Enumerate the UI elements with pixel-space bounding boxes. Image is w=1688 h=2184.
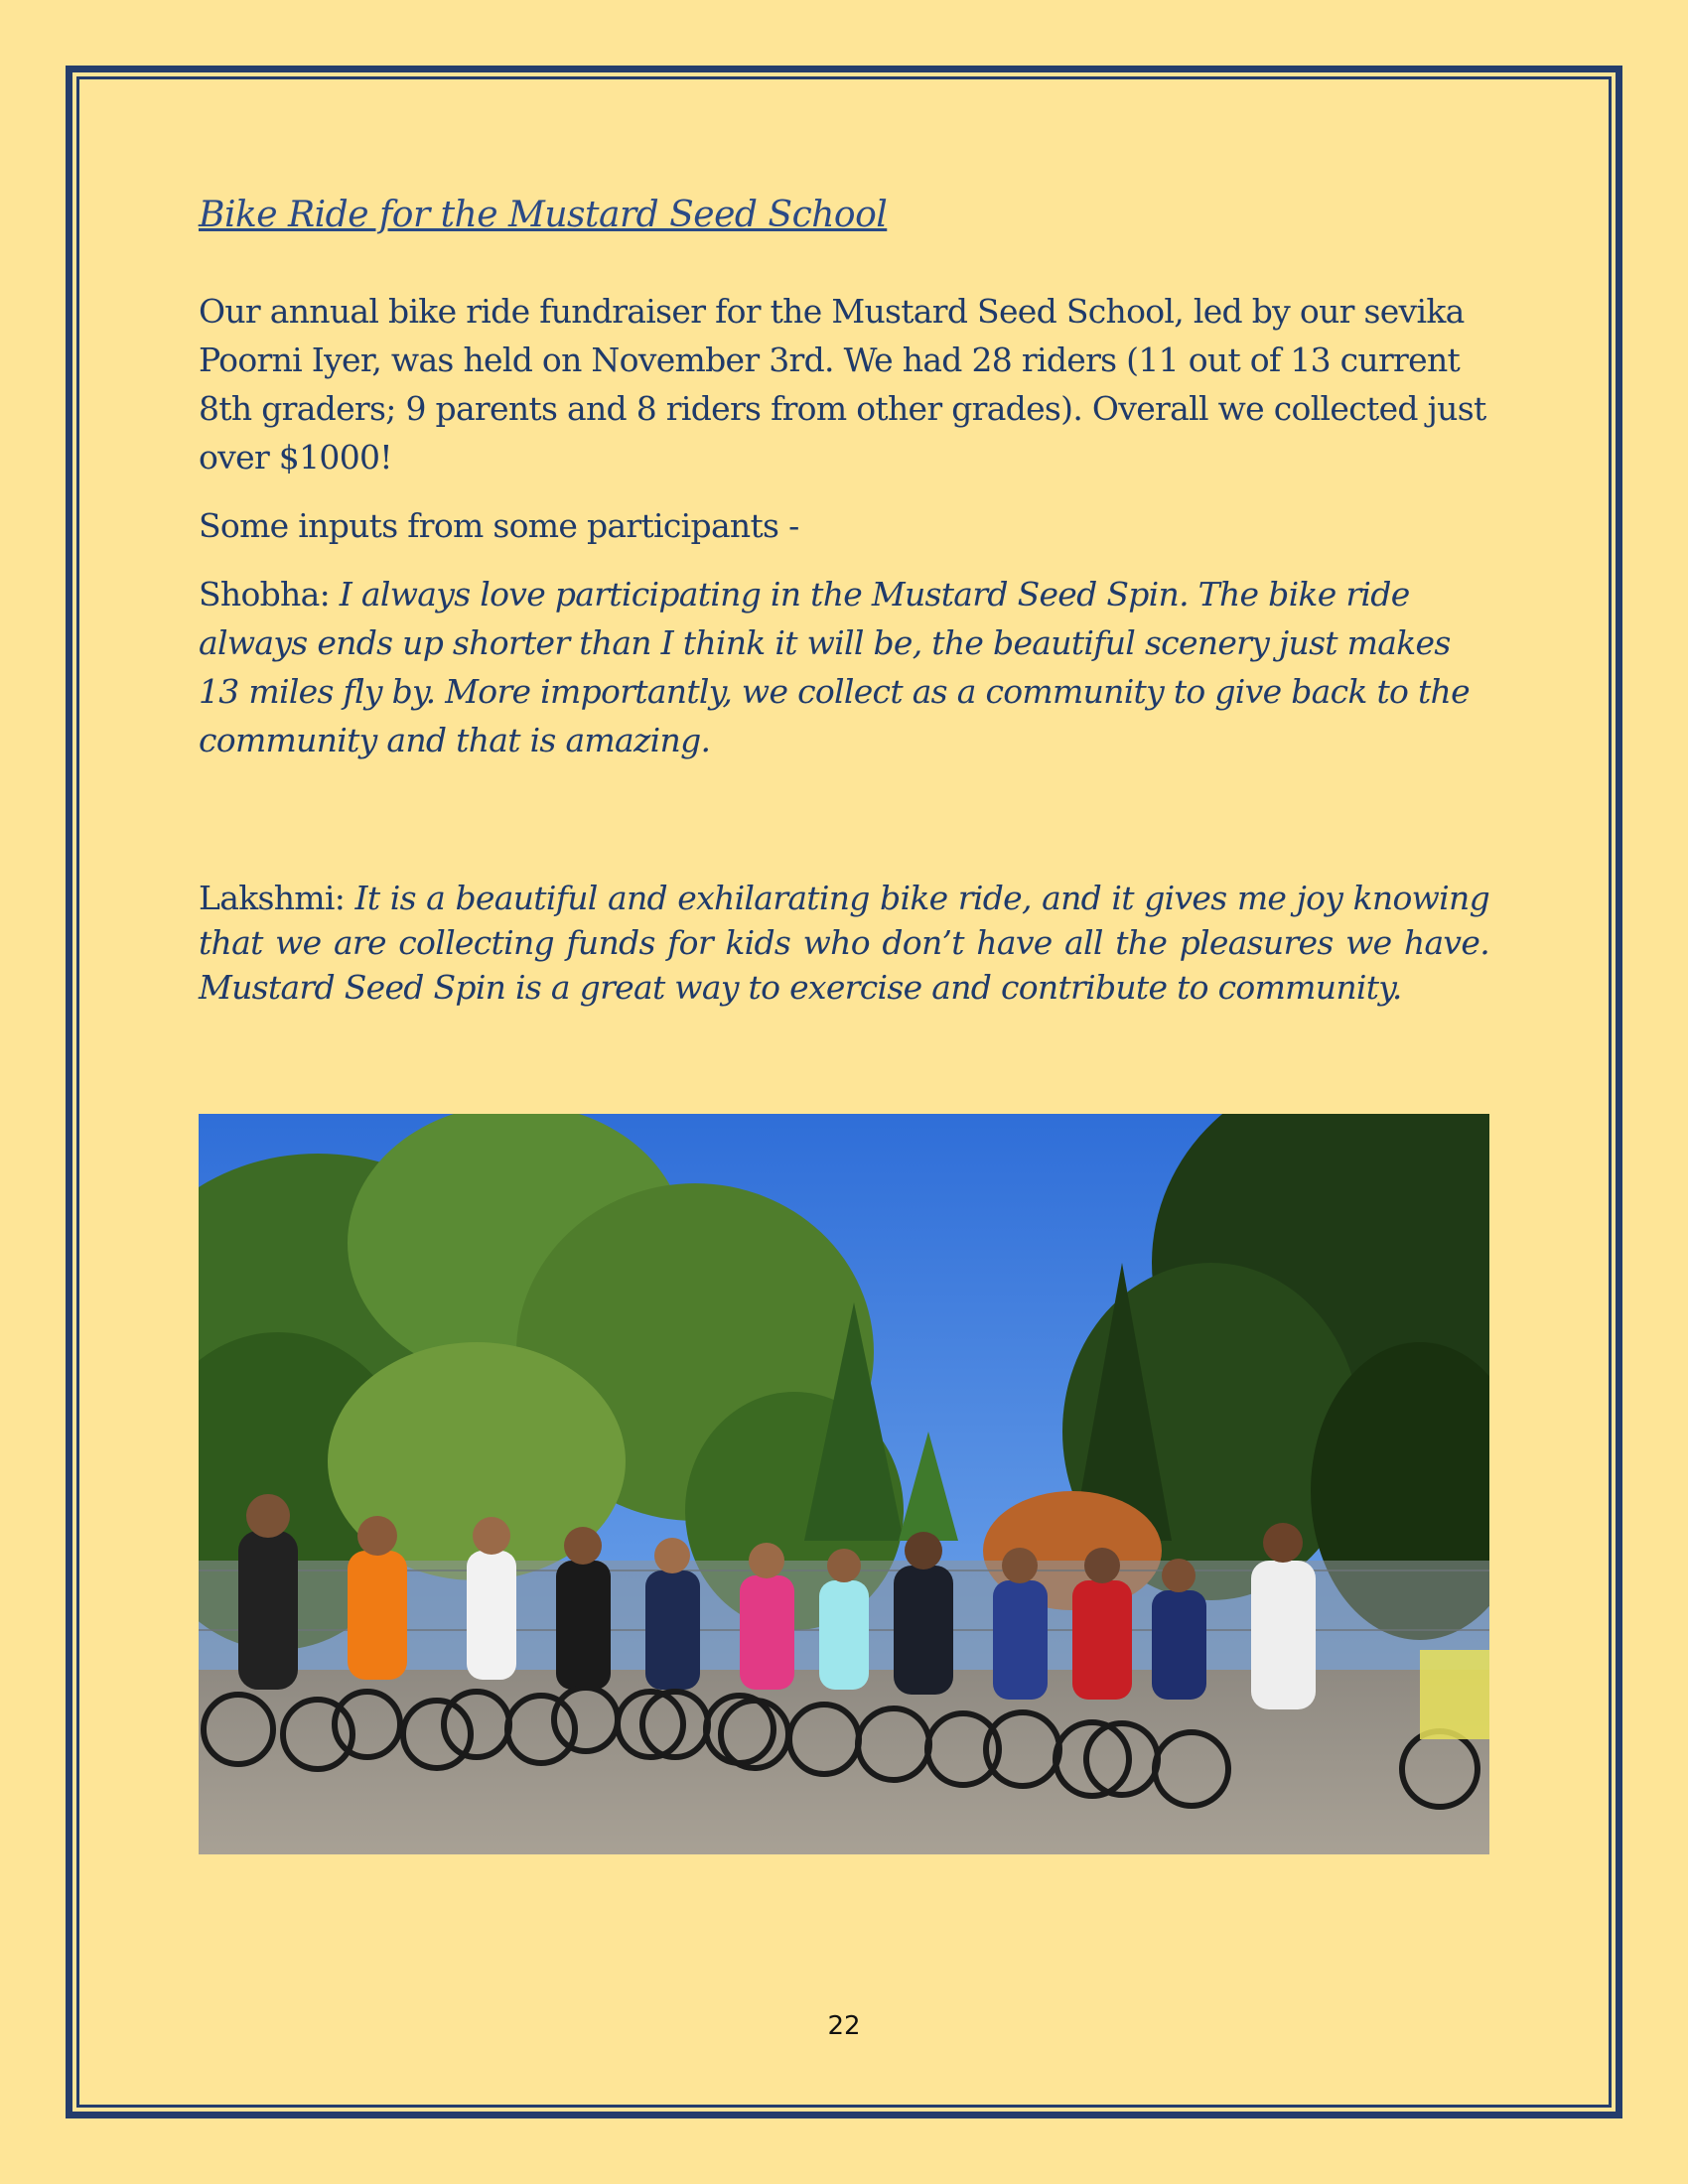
article-title: Bike Ride for the Mustard Seed School bbox=[199, 195, 888, 235]
inputs-heading: Some inputs from some participants - bbox=[199, 506, 799, 545]
testimonial-shobha bbox=[199, 570, 1489, 764]
testimonial-name: Lakshmi: bbox=[199, 879, 346, 917]
testimonial-quote: It is a beautiful and exhilarating bike ride, and it gives me joy knowing that we are collecting funds for kids who don’t have all the pleasures we have. Mustard Seed Spin is a great way to exercise and contribute to community. bbox=[199, 879, 1489, 1007]
intro-paragraph: Our annual bike ride fundraiser for the Mustard Seed School, led by our sevika Poorni Iyer, was held on November 3rd. We had 28 riders (11 out of 13 current 8th graders; 9 parents and 8 riders from other grades). Overall we collected just over $1000! bbox=[199, 292, 1486, 477]
group-photo bbox=[199, 1114, 1489, 1854]
testimonial-quote: I always love participating in the Mustard Seed Spin. The bike ride always ends up shorter than I think it will be, the beautiful scenery just makes 13 miles fly by. More importantly, we collect as a community to give back to the community and that is amazing. bbox=[199, 575, 1470, 759]
testimonial-lakshmi bbox=[199, 876, 1489, 1010]
testimonial-name: Shobha: bbox=[199, 575, 330, 614]
page-number: 22 bbox=[827, 2011, 861, 2041]
article bbox=[199, 195, 1489, 1029]
